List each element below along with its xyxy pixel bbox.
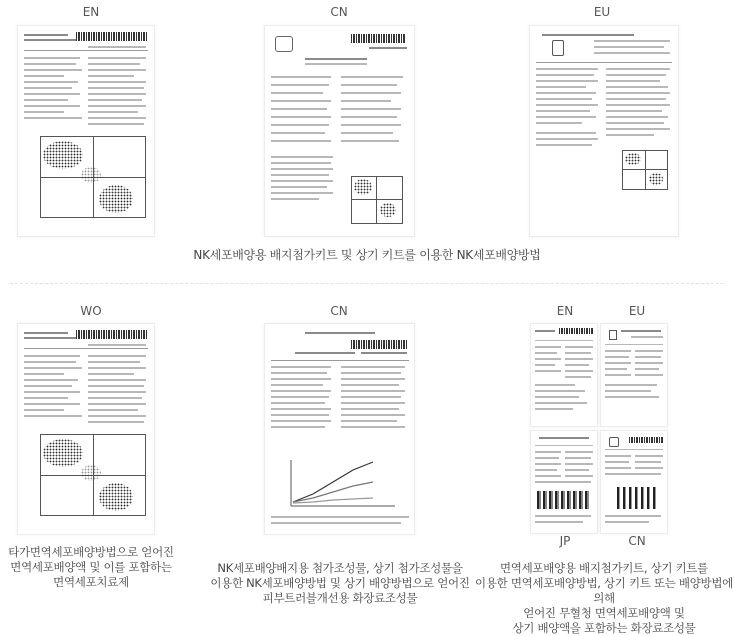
flow-cytometry-plot — [40, 434, 146, 516]
patent-document-eu[interactable] — [529, 25, 679, 237]
patent-label-eu: EU — [593, 5, 611, 19]
patent-document-cn[interactable] — [600, 430, 668, 534]
patent-label-wo: WO — [80, 304, 102, 318]
patent-document-jp[interactable] — [530, 430, 598, 534]
patent-label-jp: JP — [559, 534, 571, 548]
line-graph-figure — [283, 456, 399, 512]
patent-label-eu: EU — [628, 304, 646, 318]
patent-document-cn[interactable] — [264, 25, 415, 237]
flow-cytometry-plot — [622, 150, 668, 190]
flow-cytometry-plot — [40, 136, 146, 218]
patent-title-row1: NK세포배양용 배지첨가키트 및 상기 키트를 이용한 NK세포배양방법 — [193, 248, 541, 262]
patent-title-multi: 면역세포배양용 배지첨가키트, 상기 키트를 이용한 면역세포배양방법, 상기 키트 또는 배양방법에 의해 얻어진 무혈청 면역세포배양액 및 상기 배양액을 포함하는 화장료조성물 — [475, 561, 733, 635]
patent-document-en[interactable] — [17, 25, 155, 237]
row-divider — [10, 283, 724, 284]
patent-title-wo: 타가면역세포배양방법으로 얻어진 면역세포배양액 및 이를 포함하는 면역세포치료제 — [8, 545, 174, 589]
patent-label-cn: CN — [628, 534, 646, 548]
patent-title-cn: NK세포배양배지용 첨가조성물, 상기 첨가조성물을 이용한 NK세포배양방법 및 상기 배양방법으로 얻어진 피부트러블개선용 화장료조성물 — [210, 561, 470, 605]
patent-document-wo[interactable] — [17, 323, 155, 535]
flow-cytometry-plot — [351, 176, 403, 224]
patent-document-eu[interactable] — [600, 323, 668, 427]
patent-document-en[interactable] — [530, 323, 598, 427]
patent-label-en: EN — [556, 304, 574, 318]
patent-label-en: EN — [82, 5, 100, 19]
patent-label-cn: CN — [330, 5, 348, 19]
patent-document-cn[interactable] — [264, 323, 415, 535]
patent-label-cn: CN — [330, 304, 348, 318]
